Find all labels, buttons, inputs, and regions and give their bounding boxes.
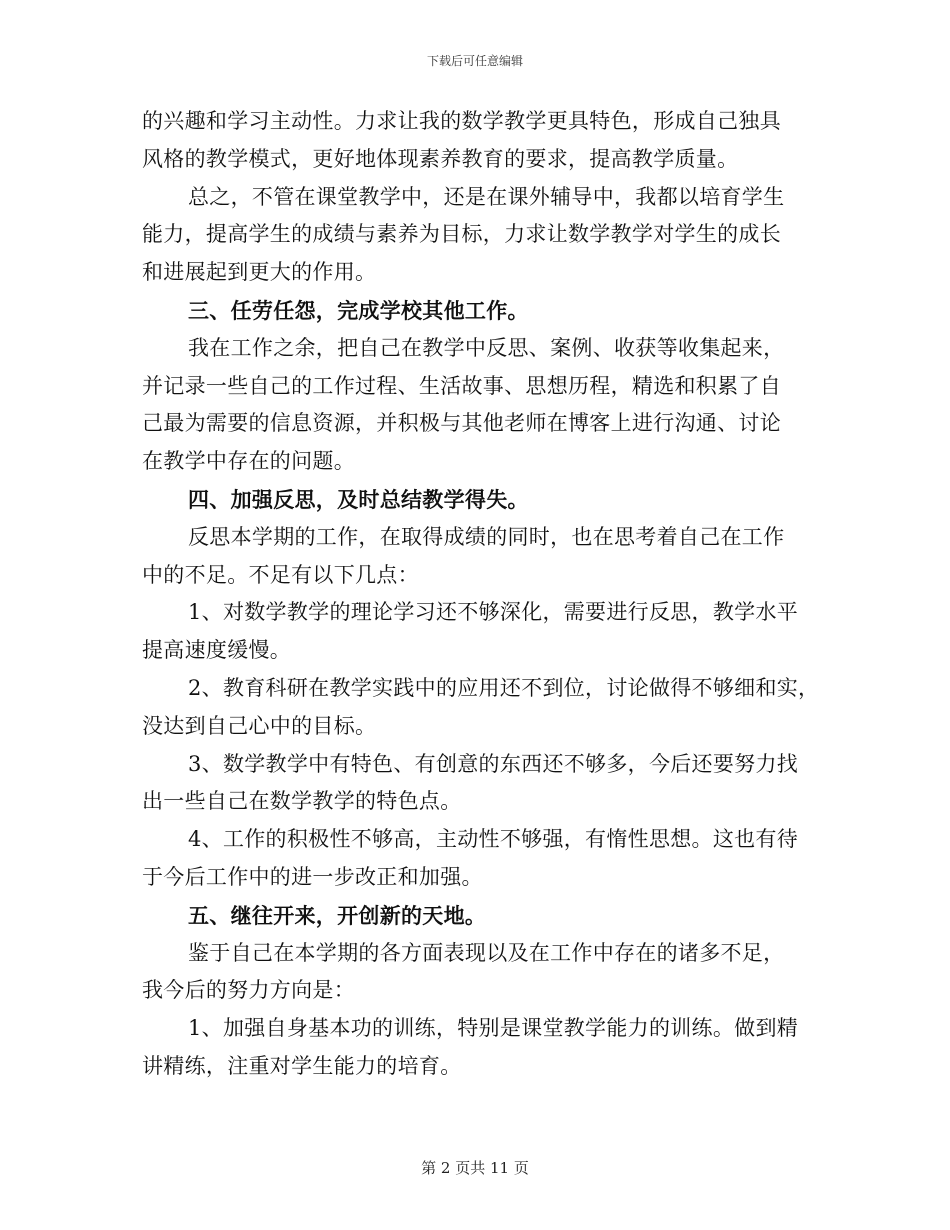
text-line: 4、工作的积极性不够高，主动性不够强，有惰性思想。这也有待: [188, 827, 799, 852]
text-line: 的兴趣和学习主动性。力求让我的数学教学更具特色，形成自己独具: [142, 109, 781, 133]
text-line: 反思本学期的工作，在取得成绩的同时，也在思考着自己在工作: [188, 524, 785, 549]
text-line: 3、数学教学中有特色、有创意的东西还不够多，今后还要努力找: [188, 751, 799, 776]
text-line: 于今后工作中的进一步改正和加强。: [142, 864, 483, 889]
text-line: 并记录一些自己的工作过程、生活故事、思想历程，精选和积累了自: [142, 373, 781, 398]
text-line: 己最为需要的信息资源，并积极与其他老师在博客上进行沟通、讨论: [142, 411, 781, 436]
text-line: 我在工作之余，把自己在教学中反思、案例、收获等收集起来，: [188, 335, 785, 360]
text-line: 中的不足。不足有以下几点：: [142, 562, 419, 587]
text-line: 我今后的努力方向是：: [142, 978, 355, 1003]
text-line: 1、加强自身基本功的训练，特别是课堂教学能力的训练。做到精: [188, 1016, 799, 1041]
text-line: 总之，不管在课堂教学中，还是在课外辅导中，我都以培育学生: [188, 184, 785, 209]
text-line: 和进展起到更大的作用。: [142, 260, 377, 285]
page-footer: 第 2 页共 11 页: [421, 1159, 529, 1177]
text-line: 没达到自己心中的目标。: [142, 713, 377, 738]
text-line: 1、对数学教学的理论学习还不够深化，需要进行反思，教学水平: [188, 600, 799, 625]
text-line: 讲精练，注重对学生能力的培育。: [142, 1053, 462, 1078]
text-line: 风格的教学模式，更好地体现素养教育的要求，提高教学质量。: [142, 146, 739, 171]
section-heading: 五、继往开来，开创新的天地。: [188, 902, 487, 928]
text-line: 能力，提高学生的成绩与素养为目标，力求让数学教学对学生的成长: [142, 222, 781, 247]
page-header: 下载后可任意编辑: [426, 54, 523, 68]
text-line: 在教学中存在的问题。: [142, 449, 355, 474]
text-line: 2、教育科研在教学实践中的应用还不到位，讨论做得不够细和实，: [188, 675, 820, 700]
document-body: [142, 103, 820, 1086]
section-heading: 三、任劳任怨，完成学校其他工作。: [188, 297, 529, 323]
text-line: 提高速度缓慢。: [142, 638, 292, 663]
text-line: 鉴于自己在本学期的各方面表现以及在工作中存在的诸多不足，: [188, 940, 785, 965]
text-line: 出一些自己在数学教学的特色点。: [142, 789, 462, 814]
section-heading: 四、加强反思，及时总结教学得失。: [188, 486, 529, 512]
